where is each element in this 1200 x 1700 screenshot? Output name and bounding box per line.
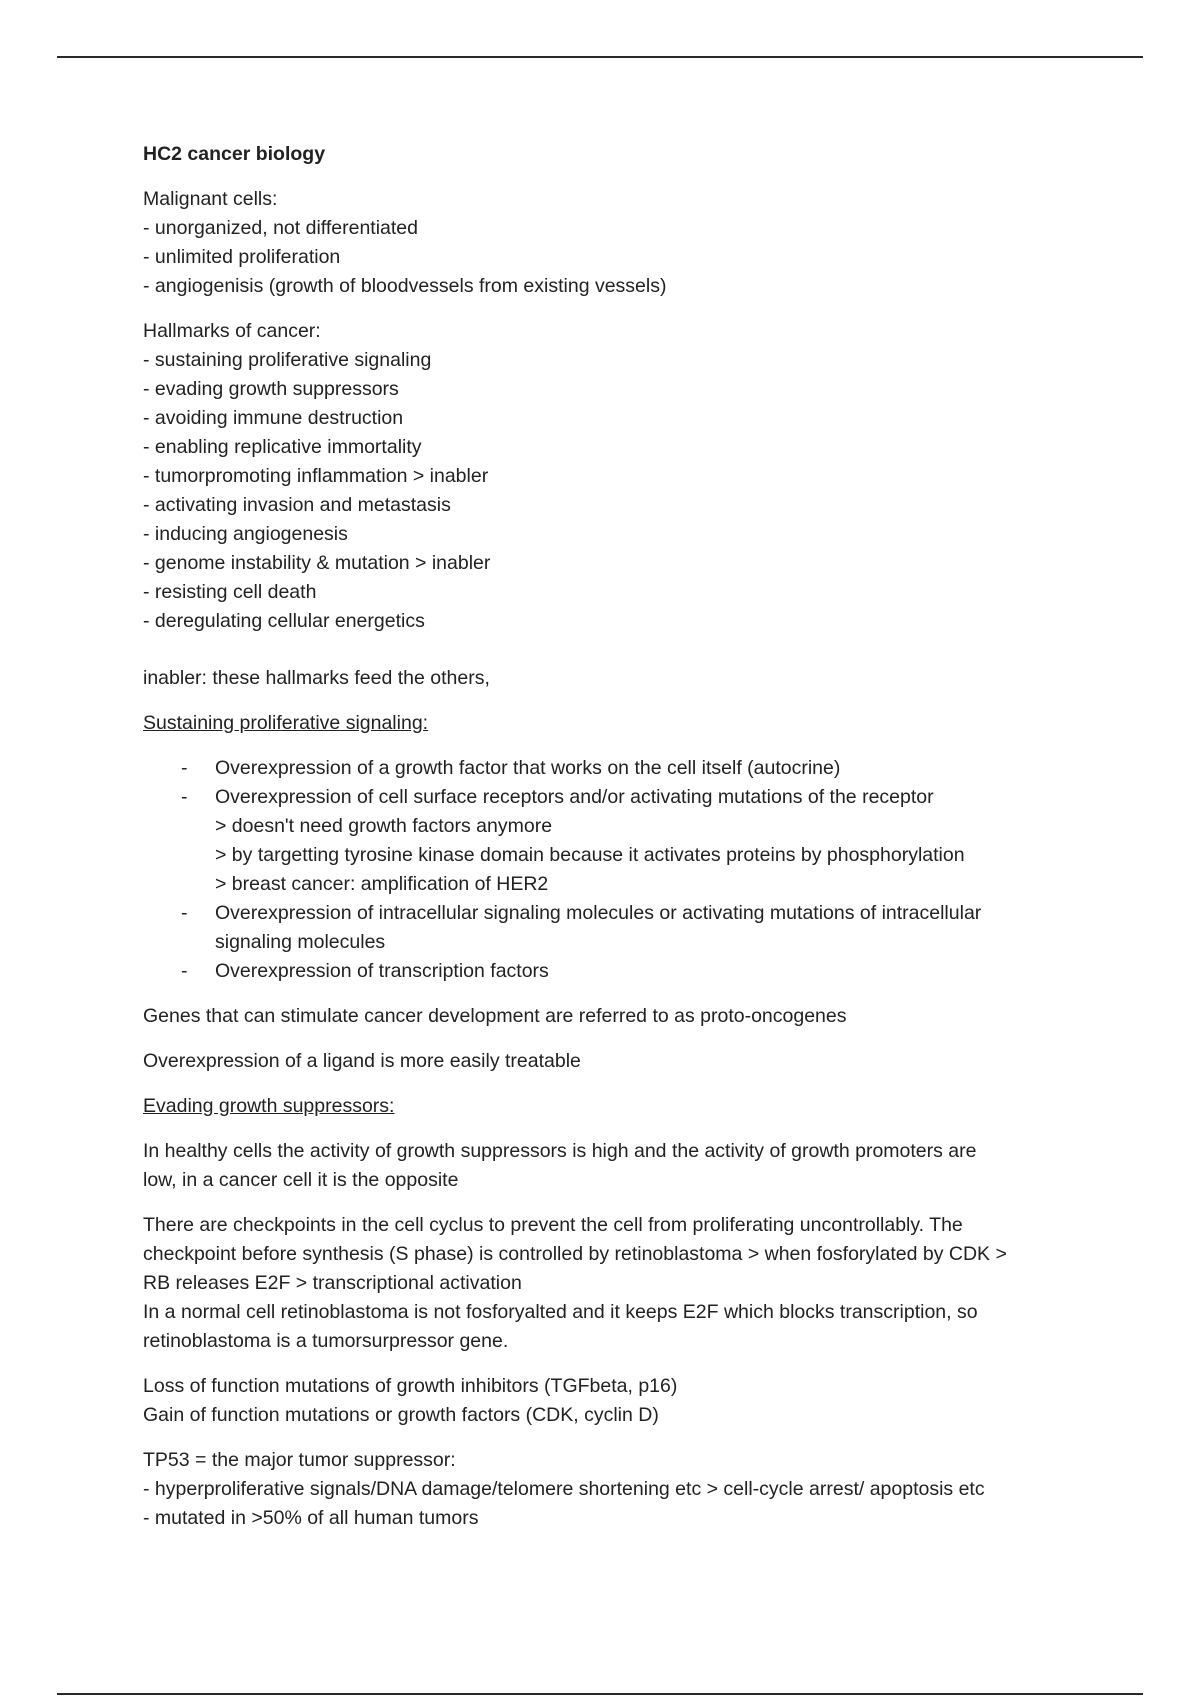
hallmarks-heading: Hallmarks of cancer: (143, 320, 321, 342)
list-item: - angiogenisis (growth of bloodvessels from existing vessels) (143, 275, 667, 297)
document-body (143, 140, 1043, 1549)
evading-paragraph-2 (143, 1211, 1043, 1356)
list-item: - unlimited proliferation (143, 246, 341, 268)
list-item: - avoiding immune destruction (143, 407, 404, 429)
hallmarks-section (143, 317, 1043, 636)
evading-heading: Evading growth suppressors: (143, 1095, 395, 1117)
list-item-text: Overexpression of transcription factors (215, 960, 549, 982)
text-line: low, in a cancer cell it is the opposite (143, 1169, 459, 1191)
list-item-subline: signaling molecules (215, 931, 386, 953)
list-item: - resisting cell death (143, 581, 317, 603)
ligand-paragraph: Overexpression of a ligand is more easily treatable (143, 1050, 581, 1072)
dash-bullet: - (181, 902, 188, 924)
list-item (143, 754, 1043, 783)
list-item: - unorganized, not differentiated (143, 217, 418, 239)
text-line: Gain of function mutations or growth factors (CDK, cyclin D) (143, 1404, 659, 1426)
sustaining-heading: Sustaining proliferative signaling: (143, 712, 429, 734)
list-item-text: Overexpression of a growth factor that works on the cell itself (autocrine) (215, 757, 841, 779)
list-item: - enabling replicative immortality (143, 436, 422, 458)
text-line: Loss of function mutations of growth inhibitors (TGFbeta, p16) (143, 1375, 678, 1397)
list-item: - activating invasion and metastasis (143, 494, 451, 516)
list-item: - deregulating cellular energetics (143, 610, 425, 632)
text-line: RB releases E2F > transcriptional activation (143, 1272, 522, 1294)
evading-paragraph-1 (143, 1137, 1043, 1195)
text-line: - mutated in >50% of all human tumors (143, 1507, 479, 1529)
list-item: - sustaining proliferative signaling (143, 349, 432, 371)
dash-bullet: - (181, 960, 188, 982)
list-item: - tumorpromoting inflammation > inabler (143, 465, 489, 487)
list-item: - evading growth suppressors (143, 378, 399, 400)
list-item-text: Overexpression of intracellular signaling molecules or activating mutations of intracellular (215, 902, 982, 924)
dash-bullet: - (181, 757, 188, 779)
tp53-paragraph (143, 1446, 1043, 1533)
list-item: - genome instability & mutation > inabler (143, 552, 491, 574)
bottom-rule (57, 1693, 1143, 1695)
dash-bullet: - (181, 786, 188, 808)
text-line: There are checkpoints in the cell cyclus to prevent the cell from proliferating uncontrollably. The (143, 1214, 963, 1236)
list-item (143, 783, 1043, 899)
list-item-subline: > breast cancer: amplification of HER2 (215, 873, 549, 895)
proto-oncogenes-paragraph: Genes that can stimulate cancer development are referred to as proto-oncogenes (143, 1005, 847, 1027)
document-title: HC2 cancer biology (143, 143, 326, 165)
text-line: TP53 = the major tumor suppressor: (143, 1449, 456, 1471)
text-line: retinoblastoma is a tumorsurpressor gene. (143, 1330, 509, 1352)
evading-paragraph-3 (143, 1372, 1043, 1430)
sustaining-list (143, 754, 1043, 986)
text-line: - hyperproliferative signals/DNA damage/telomere shortening etc > cell-cycle arrest/ apoptosis etc (143, 1478, 985, 1500)
text-line: In healthy cells the activity of growth suppressors is high and the activity of growth promoters are (143, 1140, 977, 1162)
list-item: - inducing angiogenesis (143, 523, 348, 545)
list-item-text: Overexpression of cell surface receptors and/or activating mutations of the receptor (215, 786, 934, 808)
top-rule (57, 56, 1143, 58)
malignant-cells-section (143, 185, 1043, 301)
text-line: In a normal cell retinoblastoma is not fosforyalted and it keeps E2F which blocks transcription, so (143, 1301, 978, 1323)
inabler-note: inabler: these hallmarks feed the others, (143, 667, 490, 689)
list-item-subline: > doesn't need growth factors anymore (215, 815, 553, 837)
text-line: checkpoint before synthesis (S phase) is controlled by retinoblastoma > when fosforylated by CDK > (143, 1243, 1007, 1265)
malignant-heading: Malignant cells: (143, 188, 278, 210)
list-item (143, 899, 1043, 957)
list-item (143, 957, 1043, 986)
list-item-subline: > by targetting tyrosine kinase domain because it activates proteins by phosphorylation (215, 844, 965, 866)
